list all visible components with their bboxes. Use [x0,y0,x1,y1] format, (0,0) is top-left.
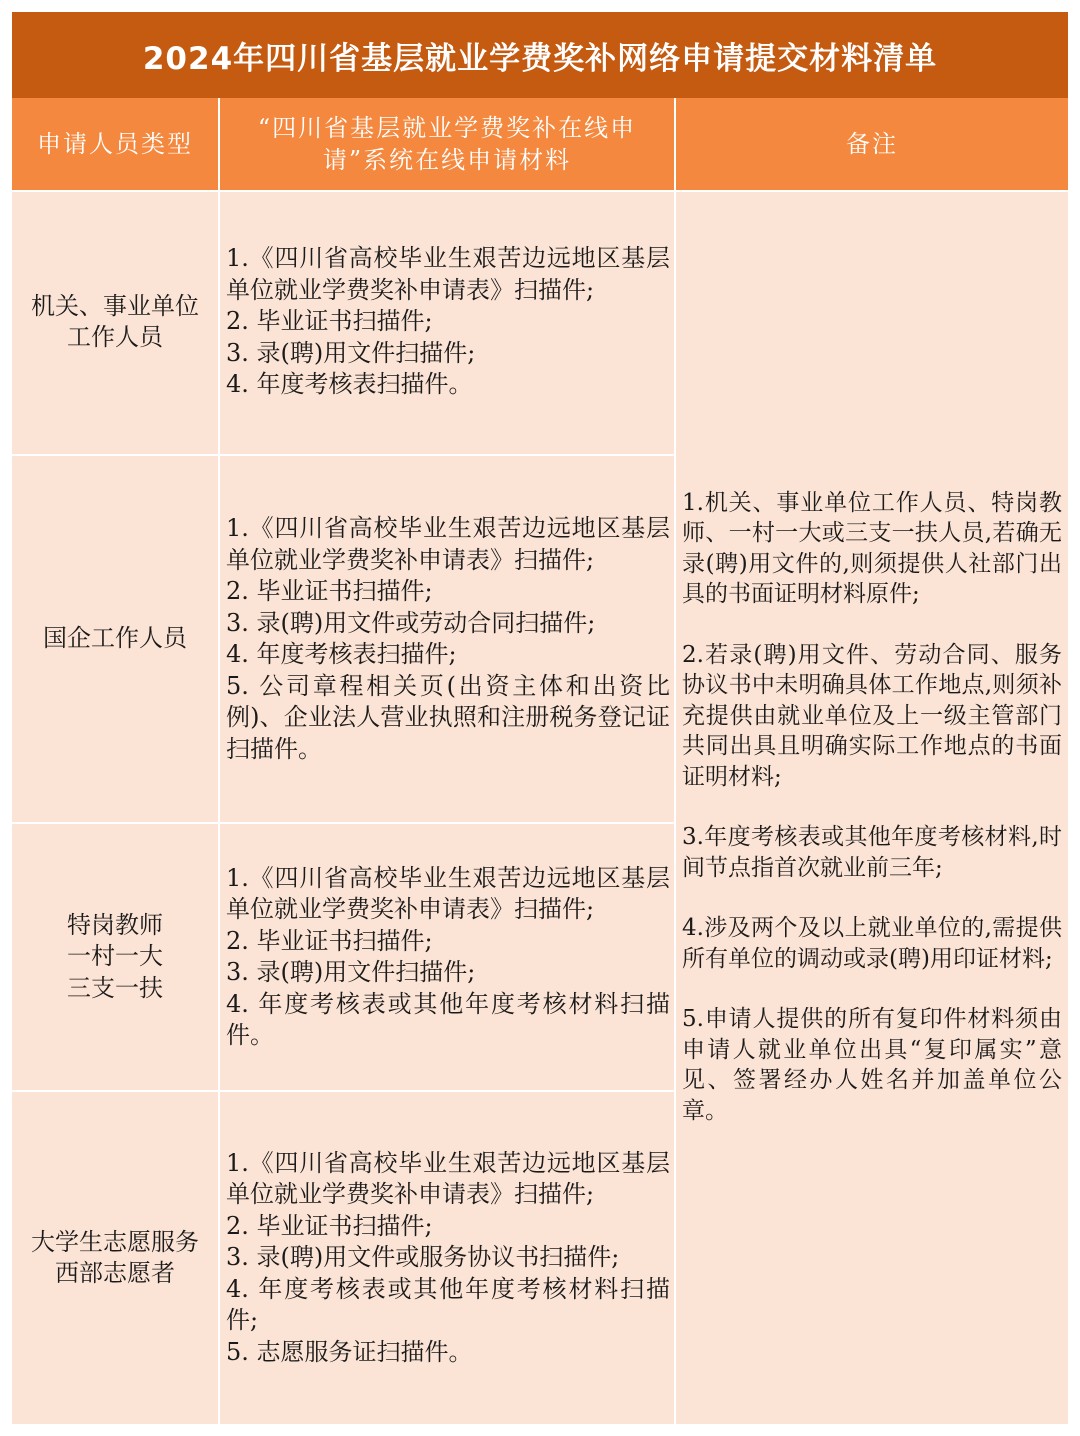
row-4-applicant-type [12,1092,218,1424]
material-item: 2. 毕业证书扫描件; [226,926,433,955]
material-item: 2. 毕业证书扫描件; [226,307,433,336]
remark-item: 5.申请人提供的所有复印件材料须由申请人就业单位出具“复印属实”意见、签署经办人姓名并加盖单位公章。 [682,1006,1062,1124]
type-line: 国企工作人员 [43,624,187,653]
material-item: 4. 年度考核表或其他年度考核材料扫描件。 [226,989,670,1049]
type-line: 一村一大 [67,942,163,971]
material-item: 1.《四川省高校毕业生艰苦边远地区基层单位就业学费奖补申请表》扫描件; [226,1148,670,1209]
type-line: 特岗教师 [67,910,163,939]
remark-item: 2.若录(聘)用文件、劳动合同、服务协议书中未明确具体工作地点,则须补充提供由就业单位及上一级主管部门共同出具且明确实际工作地点的书面证明材料; [682,641,1062,790]
remarks-cell [676,190,1068,1424]
material-item: 2. 毕业证书扫描件; [226,577,433,605]
header-applicant-type: 申请人员类型 [12,98,218,190]
material-item: 1.《四川省高校毕业生艰苦边远地区基层单位就业学费奖补申请表》扫描件; [226,863,670,923]
document-title: 2024年四川省基层就业学费奖补网络申请提交材料清单 [12,12,1068,98]
remark-item: 3.年度考核表或其他年度考核材料,时间节点指首次就业前三年; [682,824,1062,881]
row-2-materials [220,456,674,822]
material-item: 1.《四川省高校毕业生艰苦边远地区基层单位就业学费奖补申请表》扫描件; [226,514,670,574]
row-2-applicant-type [12,456,218,822]
type-line: 机关、事业单位 [31,291,199,320]
material-item: 2. 毕业证书扫描件; [226,1211,433,1240]
material-item: 3. 录(聘)用文件或服务协议书扫描件; [226,1243,620,1272]
material-item: 5. 志愿服务证扫描件。 [226,1337,473,1366]
material-item: 1.《四川省高校毕业生艰苦边远地区基层单位就业学费奖补申请表》扫描件; [226,244,670,304]
remark-item: 1.机关、事业单位工作人员、特岗教师、一村一大或三支一扶人员,若确无录(聘)用文件的,则须提供人社部门出具的书面证明材料原件; [682,489,1062,608]
materials-list-document [12,12,1068,1424]
row-divider [12,1090,674,1092]
column-divider [674,98,676,1424]
material-item: 4. 年度考核表或其他年度考核材料扫描件; [226,1274,670,1335]
row-1-materials [220,190,674,454]
material-item: 4. 年度考核表扫描件。 [226,370,473,399]
header-online-materials: “四川省基层就业学费奖补在线申请”系统在线申请材料 [220,98,674,190]
header-remarks: 备注 [676,98,1068,190]
row-1-applicant-type [12,190,218,454]
material-item: 5. 公司章程相关页(出资主体和出资比例)、企业法人营业执照和注册税务登记证扫描件。 [226,671,670,763]
type-line: 大学生志愿服务 [31,1227,199,1256]
row-4-materials [220,1092,674,1424]
type-line: 三支一扶 [67,973,163,1002]
material-item: 4. 年度考核表扫描件; [226,640,457,668]
row-3-materials [220,824,674,1090]
row-3-applicant-type [12,824,218,1090]
row-divider [12,822,674,824]
remark-item: 4.涉及两个及以上就业单位的,需提供所有单位的调动或录(聘)用印证材料; [682,915,1062,972]
type-line: 工作人员 [67,323,163,351]
material-item: 3. 录(聘)用文件或劳动合同扫描件; [226,608,596,637]
material-item: 3. 录(聘)用文件扫描件; [226,958,476,986]
header-divider [12,190,1068,192]
type-line: 西部志愿者 [55,1259,175,1287]
material-item: 3. 录(聘)用文件扫描件; [226,338,476,367]
column-divider [218,98,220,1424]
row-divider [12,454,674,456]
